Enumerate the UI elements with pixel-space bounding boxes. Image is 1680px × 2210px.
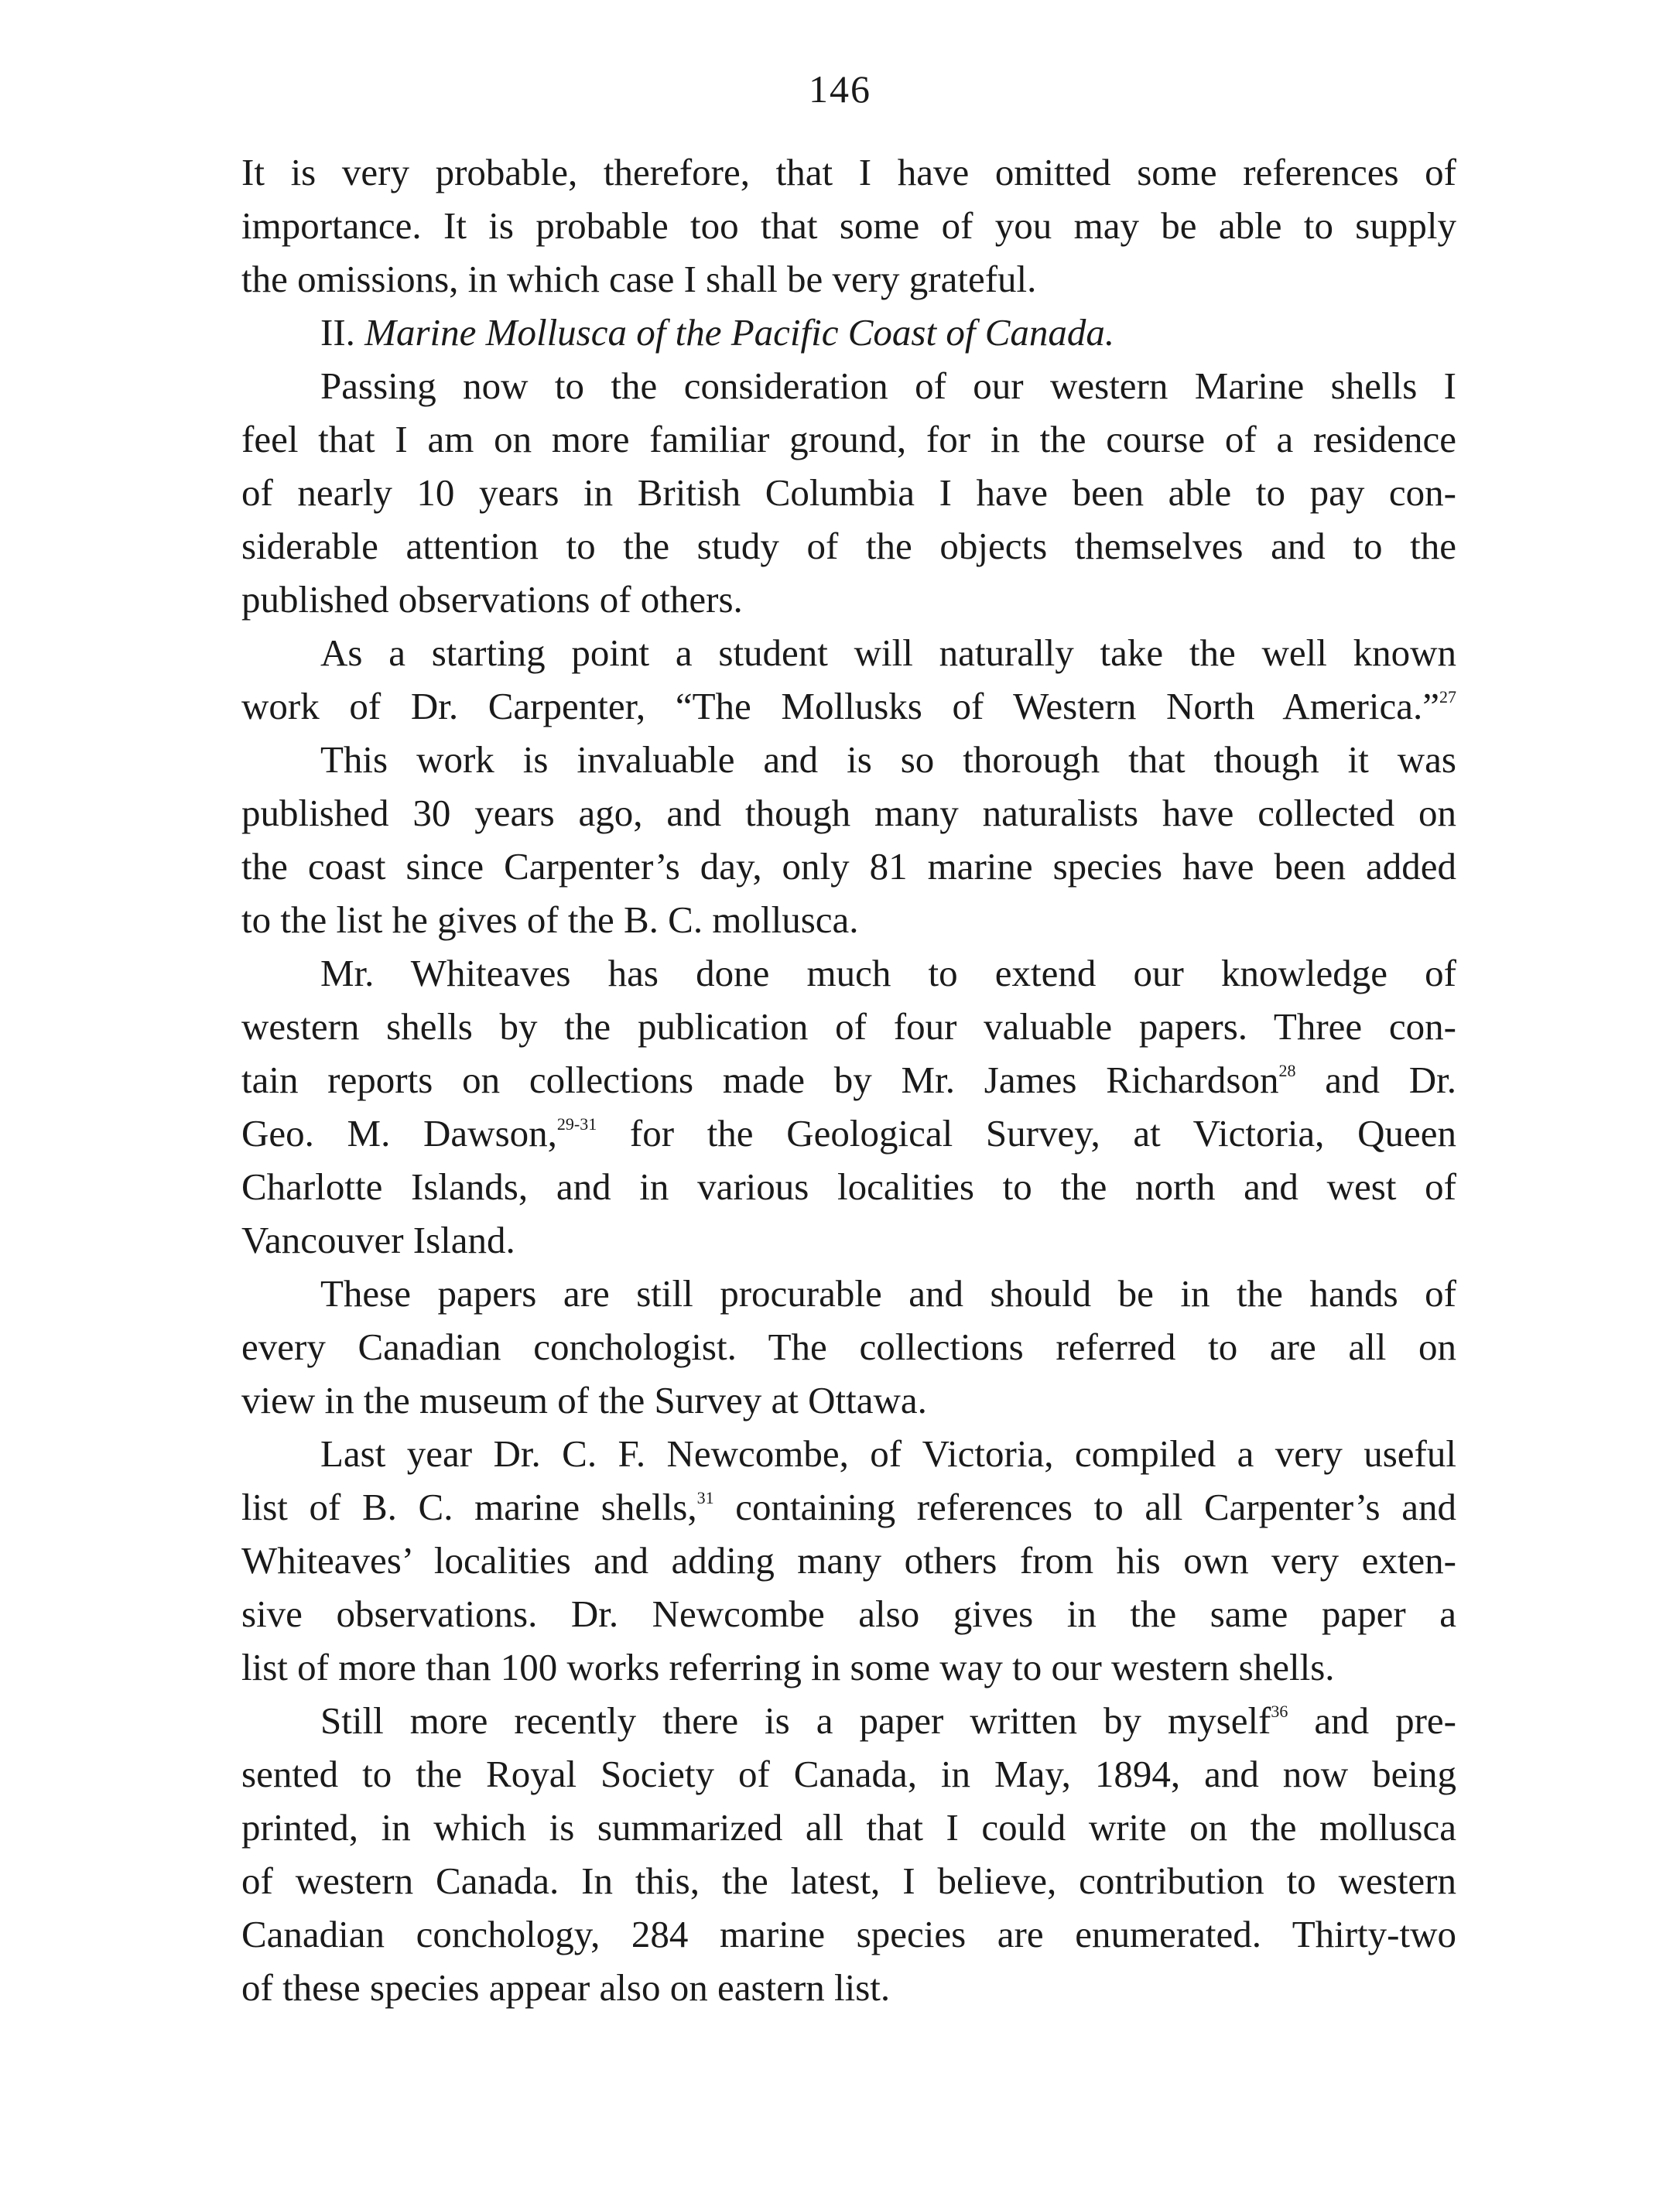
text-line <box>241 145 1456 199</box>
text-line <box>241 946 1456 1000</box>
line-text: of these species appear also on eastern list. <box>241 1966 891 2009</box>
footnote-reference: 29-31 <box>556 1114 597 1134</box>
line-text: list of more than 100 works referring in some way to our western shells. <box>241 1646 1335 1688</box>
line-text: western shells by the publication of four valuable papers. Three con- <box>241 1005 1456 1048</box>
line-text-continued: containing references to all Carpenter’s and <box>713 1486 1456 1528</box>
page-number: 146 <box>809 67 871 111</box>
text-line <box>241 1320 1456 1374</box>
line-text: work of Dr. Carpenter, “The Mollusks of Western North America.” <box>241 685 1439 727</box>
text-line <box>241 733 1456 786</box>
text-line <box>241 573 1456 626</box>
line-text: Canadian conchology, 284 marine species are enumerated. Thirty-two <box>241 1913 1456 1955</box>
text-line <box>241 1374 1456 1427</box>
text-line <box>241 252 1456 306</box>
line-text: Geo. M. Dawson, <box>241 1112 557 1155</box>
line-text: printed, in which is summarized all that I could write on the mollusca <box>241 1806 1456 1849</box>
text-line <box>241 199 1456 252</box>
line-text: to the list he gives of the B. C. mollusca. <box>241 898 859 941</box>
line-text: importance. It is probable too that some of you may be able to supply <box>241 204 1456 247</box>
line-text: siderable attention to the study of the objects themselves and to the <box>241 525 1456 567</box>
text-line <box>241 1907 1456 1961</box>
line-text: feel that I am on more familiar ground, for in the course of a residence <box>241 418 1456 460</box>
line-text: Vancouver Island. <box>241 1219 515 1261</box>
text-line <box>241 1587 1456 1640</box>
body-text <box>241 145 1456 2014</box>
text-line <box>241 1801 1456 1854</box>
text-line <box>241 359 1456 412</box>
text-line <box>241 1267 1456 1320</box>
line-text: of western Canada. In this, the latest, I believe, contribution to western <box>241 1859 1456 1902</box>
text-line <box>241 1747 1456 1801</box>
line-text: Still more recently there is a paper written by myself <box>320 1699 1271 1742</box>
text-line <box>241 412 1456 466</box>
line-text: of nearly 10 years in British Columbia I have been able to pay con- <box>241 471 1456 514</box>
line-text: Whiteaves’ localities and adding many others from his own very exten- <box>241 1539 1456 1582</box>
text-line <box>241 840 1456 893</box>
line-text: These papers are still procurable and should be in the hands of <box>320 1272 1456 1315</box>
line-text-continued: and Dr. <box>1295 1059 1456 1101</box>
text-line <box>241 1107 1456 1160</box>
line-text-continued: for the Geological Survey, at Victoria, Queen <box>597 1112 1456 1155</box>
line-text: This work is invaluable and is so thorough that though it was <box>320 738 1456 781</box>
line-text: sive observations. Dr. Newcombe also gives in the same paper a <box>241 1592 1456 1635</box>
footnote-reference: 28 <box>1278 1060 1296 1080</box>
footnote-reference: 36 <box>1271 1701 1288 1721</box>
line-text: Passing now to the consideration of our western Marine shells I <box>320 364 1456 407</box>
line-text: every Canadian conchologist. The collections referred to are all on <box>241 1326 1456 1368</box>
line-text: view in the museum of the Survey at Ottawa. <box>241 1379 927 1421</box>
line-text: list of B. C. marine shells, <box>241 1486 697 1528</box>
text-line <box>241 1427 1456 1480</box>
text-line <box>241 466 1456 519</box>
line-text: published observations of others. <box>241 578 743 621</box>
line-text: Last year Dr. C. F. Newcombe, of Victoria, compiled a very useful <box>320 1432 1456 1475</box>
text-line <box>241 1053 1456 1107</box>
text-line <box>241 1213 1456 1267</box>
text-line <box>241 626 1456 679</box>
line-text-continued: and pre- <box>1288 1699 1456 1742</box>
text-line <box>241 1961 1456 2014</box>
section-heading <box>241 306 1456 359</box>
text-line <box>241 1854 1456 1907</box>
line-text: Mr. Whiteaves has done much to extend our knowledge of <box>320 952 1456 994</box>
text-line <box>241 786 1456 840</box>
text-line <box>241 679 1456 733</box>
text-line <box>241 1640 1456 1694</box>
text-line <box>241 1000 1456 1053</box>
line-text: tain reports on collections made by Mr. James Richardson <box>241 1059 1279 1101</box>
line-text: sented to the Royal Society of Canada, in May, 1894, and now being <box>241 1753 1456 1795</box>
section-title: Marine Mollusca of the Pacific Coast of Canada. <box>364 311 1115 354</box>
line-text: the coast since Carpenter’s day, only 81 marine species have been added <box>241 845 1456 888</box>
line-text: It is very probable, therefore, that I have omitted some references of <box>241 151 1456 193</box>
line-text: As a starting point a student will naturally take the well known <box>320 631 1456 674</box>
footnote-reference: 27 <box>1439 686 1456 706</box>
text-line <box>241 1534 1456 1587</box>
section-number: II. <box>320 311 365 354</box>
text-line <box>241 893 1456 946</box>
line-text: Charlotte Islands, and in various localities to the north and west of <box>241 1165 1456 1208</box>
footnote-reference: 31 <box>696 1487 714 1507</box>
text-line <box>241 519 1456 573</box>
text-line <box>241 1160 1456 1213</box>
line-text: published 30 years ago, and though many naturalists have collected on <box>241 792 1456 834</box>
line-text: the omissions, in which case I shall be very grateful. <box>241 258 1037 300</box>
text-line <box>241 1480 1456 1534</box>
text-line <box>241 1694 1456 1747</box>
